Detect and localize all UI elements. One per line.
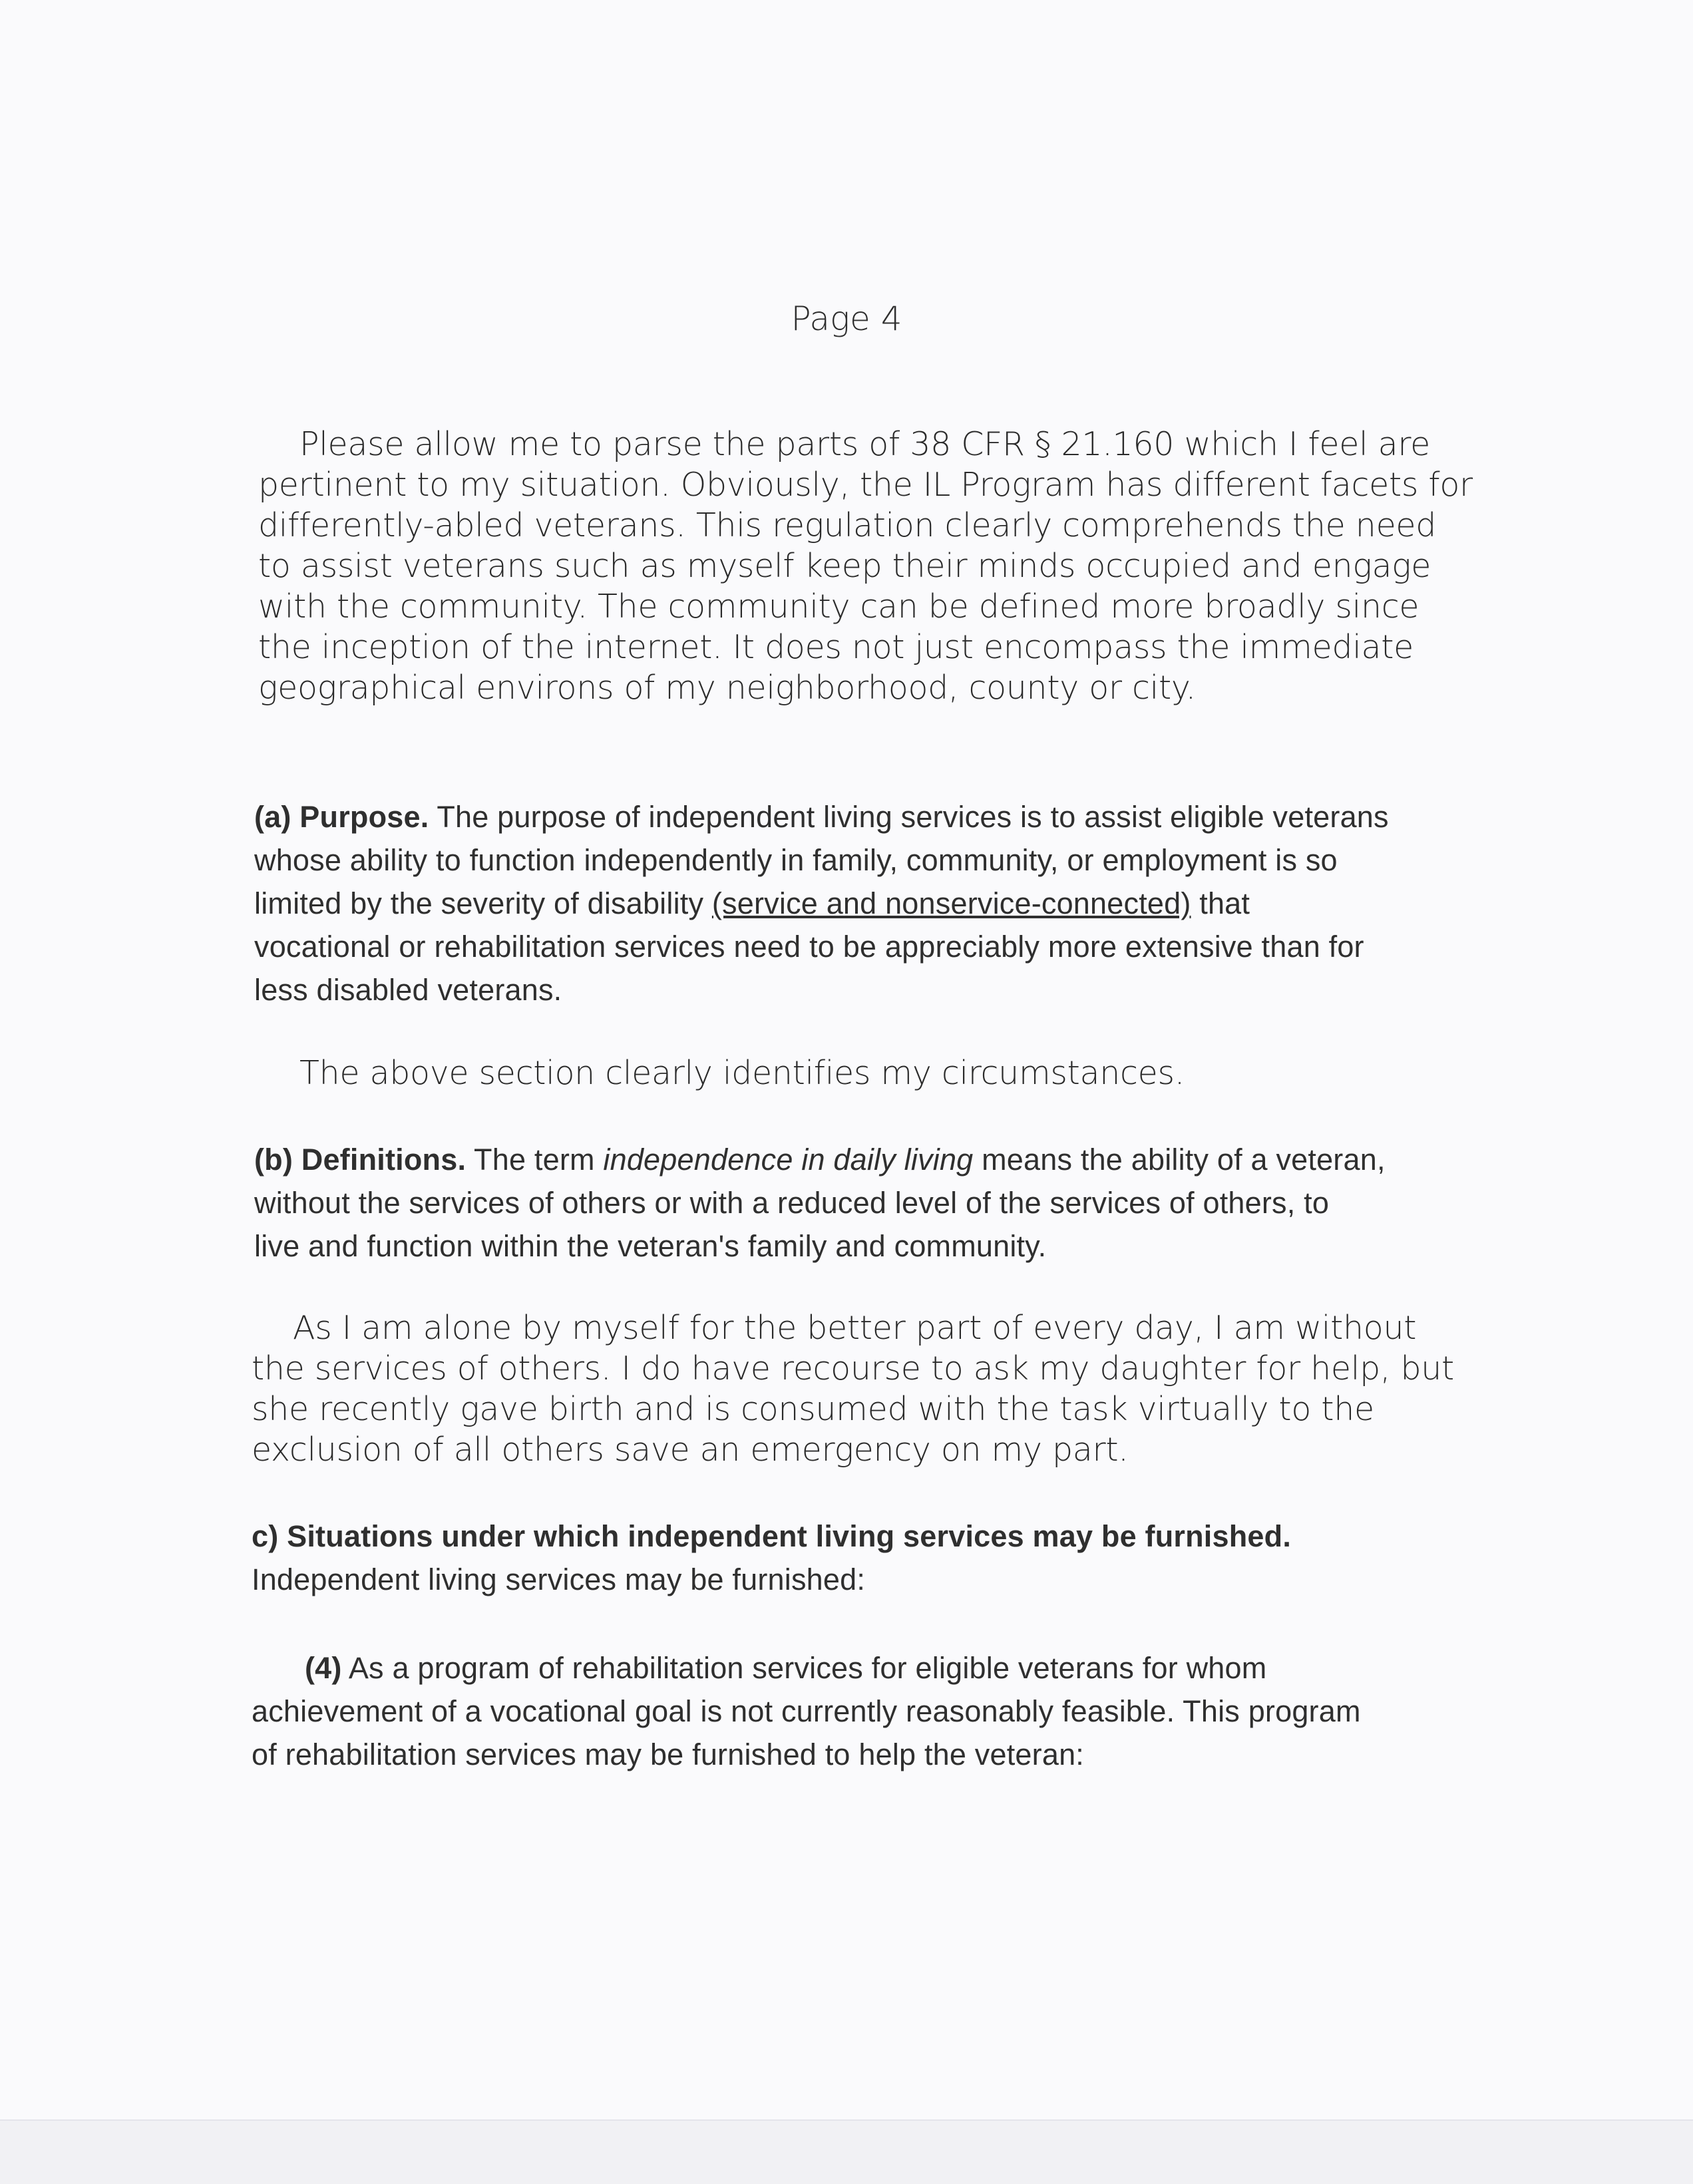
section-b-line: without the services of others or with a reduced level of the services of others, to (254, 1186, 1330, 1220)
section-b-line: live and function within the veteran's family and community. (254, 1229, 1047, 1263)
comment-b-line: she recently gave birth and is consumed with the task virtually to the (252, 1390, 1374, 1428)
section-a-line: whose ability to function independently in family, community, or employment is so (254, 843, 1338, 877)
intro-line: differently-abled veterans. This regulation clearly comprehends the need (258, 506, 1437, 544)
intro-line: geographical environs of my neighborhood, county or city. (258, 669, 1196, 707)
intro-line: Please allow me to parse the parts of 38 CFR § 21.160 which I feel are (299, 425, 1430, 463)
section-c-line (252, 1515, 1463, 1558)
section-b-heading: (b) Definitions. (254, 1143, 467, 1177)
section-a-line: (a) Purpose. The purpose of independent living services is to assist eligible veterans (254, 800, 1389, 834)
section-c4-line: of rehabilitation services may be furnished to help the veteran: (252, 1737, 1085, 1771)
section-b-line: (b) Definitions. The term independence in daily living means the ability of a veteran, (254, 1143, 1386, 1177)
comment-a-line: The above section clearly identifies my circumstances. (299, 1054, 1185, 1092)
page-number: Page 4 (791, 299, 902, 338)
section-c4-line: achievement of a vocational goal is not currently reasonably feasible. This program (252, 1694, 1361, 1728)
section-a-heading: (a) Purpose. (254, 800, 429, 834)
comment-b-line: As I am alone by myself for the better part of every day, I am without (293, 1309, 1417, 1347)
intro-line: with the community. The community can be defined more broadly since (258, 588, 1419, 626)
intro-line: the inception of the internet. It does not just encompass the immediate (258, 628, 1413, 666)
underlined-phrase: (service and nonservice-connected) (711, 886, 1191, 920)
section-a-purpose (254, 795, 1465, 1011)
section-c4-heading: (4) (305, 1651, 342, 1685)
section-a-line: vocational or rehabilitation services need to be appreciably more extensive than for (254, 930, 1364, 964)
section-c4 (252, 1646, 1463, 1776)
italic-term: independence in daily living (603, 1143, 974, 1177)
section-c-heading: c) Situations under which independent living services may be furnished. (252, 1519, 1292, 1553)
section-a-line: less disabled veterans. (254, 973, 562, 1007)
section-c4-line: (4) As a program of rehabilitation services for eligible veterans for whom (305, 1651, 1267, 1685)
section-c-situations (252, 1515, 1463, 1601)
section-b-definitions (254, 1138, 1465, 1268)
comment-b (252, 1308, 1463, 1470)
scan-bottom-edge (0, 2119, 1693, 2184)
comment-b-line: the services of others. I do have recourse to ask my daughter for help, but (252, 1350, 1454, 1387)
intro-line: pertinent to my situation. Obviously, the IL Program has different facets for (258, 466, 1473, 504)
comment-b-line: exclusion of all others save an emergency on my part. (252, 1431, 1129, 1469)
intro-line: to assist veterans such as myself keep their minds occupied and engage (258, 547, 1431, 585)
comment-a (258, 1053, 1456, 1093)
intro-paragraph (258, 424, 1473, 708)
section-a-line: limited by the severity of disability (service and nonservice-connected) that (254, 886, 1250, 920)
section-c-line: Independent living services may be furnished: (252, 1562, 866, 1596)
